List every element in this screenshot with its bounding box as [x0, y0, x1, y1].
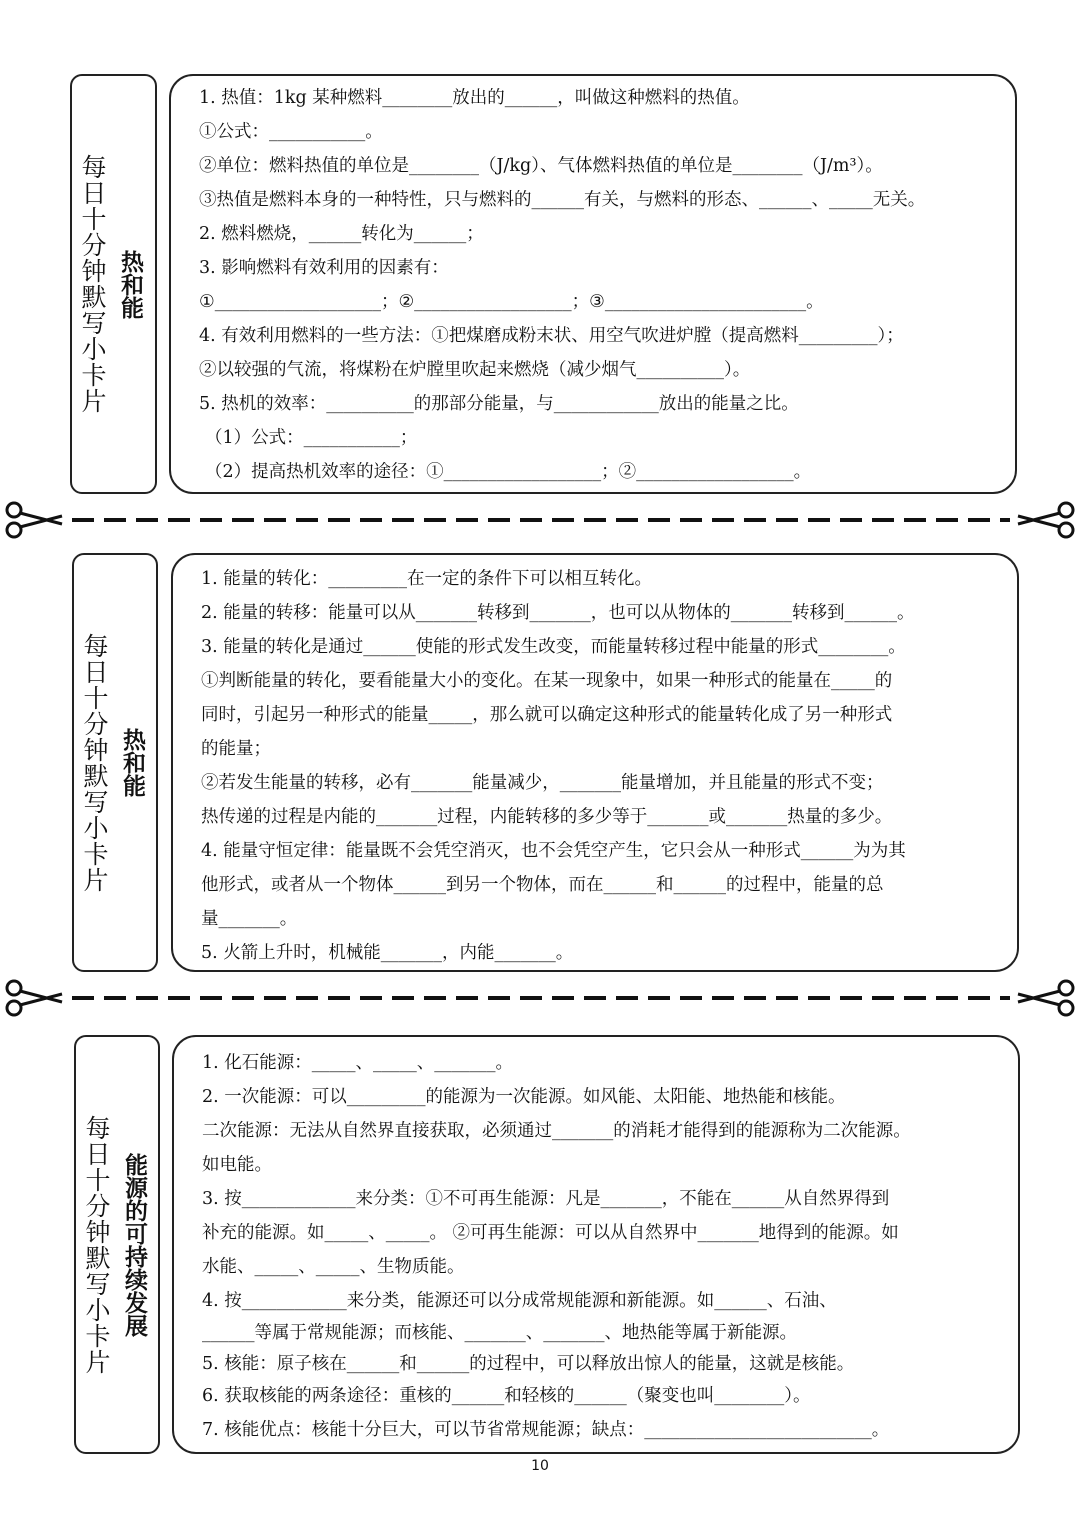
text-line: 二次能源：无法从自然界直接获取，必须通过_______的消耗才能得到的能源称为二次能源。	[202, 1121, 911, 1141]
text-line: ①判断能量的转化，要看能量大小的变化。在某一现象中，如果一种形式的能量在_____的	[201, 671, 893, 691]
text-line: 6. 获取核能的两条途径：重核的______和轻核的______（聚变也叫________）。	[202, 1386, 811, 1406]
scissors-icon	[1018, 503, 1073, 537]
text-line: 1. 能量的转化：_________在一定的条件下可以相互转化。	[201, 569, 653, 589]
text-line: 4. 有效利用燃料的一些方法：①把煤磨成粉末状、用空气吹进炉膛（提高燃料_________）；	[199, 326, 904, 346]
text-line: ②若发生能量的转移，必有_______能量减少，_______能量增加，并且能量的形式不变；	[201, 773, 884, 793]
card-label: 每日十分钟默写小卡片	[80, 632, 109, 893]
text-line: 量_______。	[201, 909, 298, 929]
text-line: 7. 核能优点：核能十分巨大，可以节省常规能源；缺点：__________________________。	[202, 1420, 890, 1440]
text-line: 2. 能量的转移：能量可以从_______转移到_______，也可以从物体的_______转移到______。	[201, 603, 915, 623]
text-line: ①公式：___________。	[199, 122, 383, 142]
card-content-box	[169, 74, 1017, 494]
cut-line	[0, 498, 1080, 542]
text-line: （2）提高热机效率的途径：①__________________；②__________________。	[205, 462, 812, 482]
text-line: 5. 热机的效率：__________的那部分能量，与____________放出的能量之比。	[199, 394, 799, 414]
page-number: 10	[531, 1458, 549, 1474]
text-line: 2. 一次能源：可以_________的能源为一次能源。如风能、太阳能、地热能和核能。	[202, 1087, 846, 1107]
card-topic: 热和能	[117, 249, 143, 319]
scissors-icon	[7, 981, 62, 1015]
scissors-icon	[1018, 981, 1073, 1015]
card-label: 每日十分钟默写小卡片	[78, 154, 107, 414]
card-content-box	[171, 553, 1019, 972]
text-line: 如电能。	[202, 1155, 272, 1175]
text-line: 补充的能源。如_____、_____。 ②可再生能源：可以从自然界中_______地得到的能源。如	[202, 1223, 899, 1243]
card-content-box	[172, 1035, 1020, 1454]
card-label-box	[70, 74, 157, 494]
text-line: 水能、_____、_____、生物质能。	[202, 1257, 465, 1277]
text-line: 同时，引起另一种形式的能量_____，那么就可以确定这种形式的能量转化成了另一种形式	[201, 705, 893, 725]
text-line: ______等属于常规能源；而核能、_______、_______、地热能等属于新能源。	[202, 1323, 797, 1343]
cut-line	[0, 976, 1080, 1020]
text-line: ②以较强的气流，将煤粉在炉膛里吹起来燃烧（减少烟气__________）。	[199, 360, 751, 380]
text-line: （1）公式：___________；	[205, 428, 418, 448]
text-line: 3. 按_____________来分类：①不可再生能源：凡是_______，不能在______从自然界得到	[202, 1189, 890, 1209]
text-line: 4. 能量守恒定律：能量既不会凭空消灭，也不会凭空产生，它只会从一种形式______为为其	[201, 841, 906, 861]
text-line: 1. 热值：1kg 某种燃料________放出的______，叫做这种燃料的热值。	[199, 88, 750, 108]
card-label-box	[72, 553, 158, 972]
text-line: 3. 能量的转化是通过______使能的形式发生改变，而能量转移过程中能量的形式________。	[201, 637, 906, 657]
text-line: 3. 影响燃料有效利用的因素有：	[199, 258, 449, 278]
card-label-box	[74, 1035, 160, 1454]
card-topic: 能源的可持续发展	[121, 1152, 147, 1337]
text-line: 4. 按____________来分类，能源还可以分成常规能源和新能源。如______、石油、	[202, 1291, 837, 1311]
text-line: 5. 火箭上升时，机械能_______，内能_______。	[201, 943, 574, 963]
text-line: 的能量；	[201, 739, 271, 759]
card-label: 每日十分钟默写小卡片	[82, 1114, 111, 1375]
text-line: 他形式，或者从一个物体______到另一个物体，而在______和______的过程中，能量的总	[201, 875, 884, 895]
text-line: 5. 核能：原子核在______和______的过程中，可以释放出惊人的能量，这就是核能。	[202, 1354, 855, 1374]
card-topic: 热和能	[119, 728, 145, 797]
text-line: 2. 燃料燃烧，______转化为______；	[199, 224, 484, 244]
text-line: ③热值是燃料本身的一种特性，只与燃料的______有关，与燃料的形态、______、_____无关。	[199, 190, 926, 210]
scissors-icon	[7, 503, 62, 537]
text-line: ②单位：燃料热值的单位是________（J/kg）、气体燃料热值的单位是________（J/m³）。	[199, 156, 883, 176]
text-line: 热传递的过程是内能的_______过程，内能转移的多少等于_______或_______热量的多少。	[201, 807, 893, 827]
text-line: 1. 化石能源：_____、_____、_______。	[202, 1053, 514, 1073]
text-line: ①___________________；②__________________；③_______________________。	[199, 292, 824, 312]
